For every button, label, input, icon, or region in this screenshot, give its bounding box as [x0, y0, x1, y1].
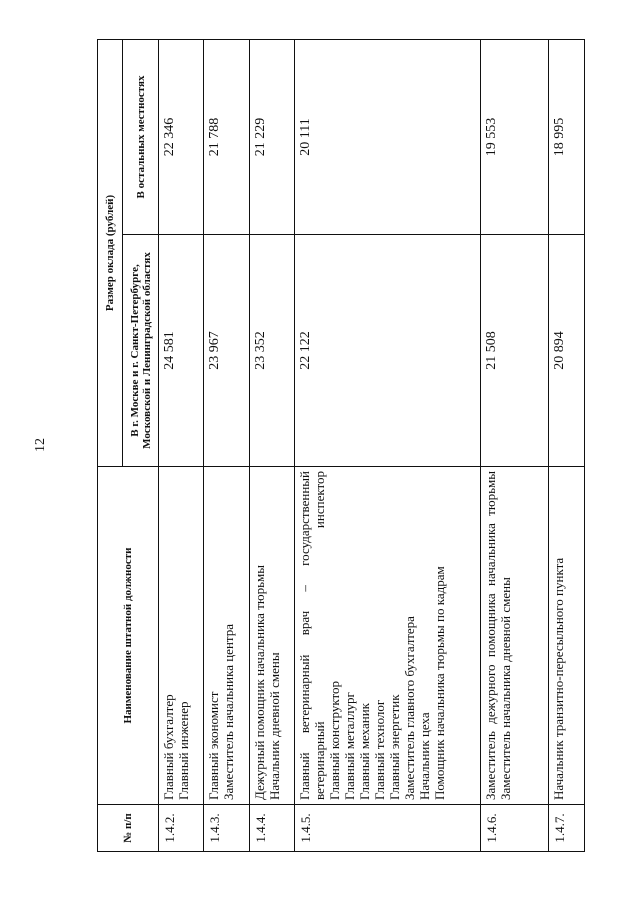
header-other-regions: В остальных местностях — [123, 39, 159, 234]
position-name: Заместитель дежурного помощника начальника тюрьмы — [482, 471, 498, 800]
position-name: Главный инженер — [176, 701, 191, 800]
rotated-salary-table — [97, 40, 585, 852]
position-name: Заместитель начальника дневной смены — [497, 577, 513, 800]
position-names — [249, 467, 294, 805]
page-number: 12 — [33, 438, 48, 452]
position-name: Заместитель начальника центра — [221, 623, 237, 800]
position-name: Главный ветеринарный врач – государственный ветеринарный инспектор — [297, 471, 328, 800]
header-num: № п/п — [98, 805, 159, 852]
position-names — [548, 467, 584, 805]
position-name: Начальник цеха — [417, 712, 433, 800]
salary-other: 22 346 — [159, 39, 204, 234]
row-number: 1.4.4. — [249, 805, 294, 852]
table-row — [480, 39, 548, 851]
row-number: 1.4.2. — [159, 805, 204, 852]
header-position-name: Наименование штатной должности — [98, 467, 159, 805]
salary-other: 20 111 — [295, 39, 481, 234]
position-names — [204, 467, 249, 805]
row-number: 1.4.5. — [295, 805, 481, 852]
position-names — [480, 467, 548, 805]
position-name: Дежурный помощник начальника тюрьмы — [251, 565, 267, 800]
salary-other: 18 995 — [548, 39, 584, 234]
salary-moscow: 23 967 — [204, 235, 249, 467]
salary-other: 19 553 — [480, 39, 548, 234]
salary-moscow: 23 352 — [249, 235, 294, 467]
row-number: 1.4.6. — [480, 805, 548, 852]
table-row — [204, 39, 249, 851]
table-row — [295, 39, 481, 851]
position-name: Главный технолог — [372, 699, 388, 800]
header-moscow-spb: В г. Москве и г. Санкт-Петербурге, Московской и Ленинградской областях — [123, 235, 159, 467]
row-number: 1.4.3. — [204, 805, 249, 852]
salary-table — [97, 39, 585, 852]
salary-other: 21 229 — [249, 39, 294, 234]
position-name: Главный конструктор — [327, 680, 343, 800]
position-name: Главный металлург — [342, 692, 358, 800]
row-number: 1.4.7. — [548, 805, 584, 852]
salary-moscow: 21 508 — [480, 235, 548, 467]
salary-moscow: 24 581 — [159, 235, 204, 467]
position-name: Заместитель главного бухгалтера — [402, 616, 418, 800]
position-name: Главный бухгалтер — [161, 694, 176, 800]
position-names — [159, 467, 204, 805]
table-row — [249, 39, 294, 851]
salary-other: 21 788 — [204, 39, 249, 234]
salary-moscow: 20 894 — [548, 235, 584, 467]
position-name: Главный энергетик — [387, 694, 403, 800]
position-name: Начальник дневной смены — [266, 652, 282, 800]
position-name: Главный механик — [357, 703, 373, 800]
position-name: Помощник начальника тюрьмы по кадрам — [432, 566, 448, 800]
position-names — [295, 467, 481, 805]
position-name: Главный экономист — [206, 691, 222, 800]
position-name: Начальник транзитно-пересыльного пункта — [550, 557, 566, 800]
table-row — [548, 39, 584, 851]
header-salary-group: Размер оклада (рублей) — [98, 39, 123, 466]
salary-moscow: 22 122 — [295, 235, 481, 467]
table-row — [159, 39, 204, 851]
